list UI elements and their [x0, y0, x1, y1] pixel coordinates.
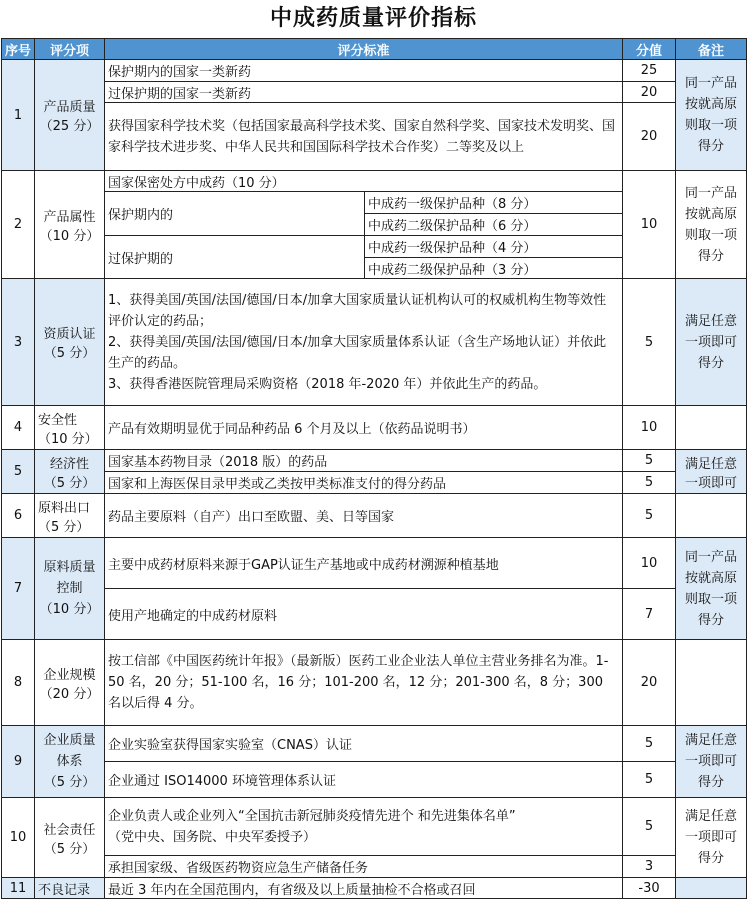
criteria-cell: 获得国家科学技术奖（包括国家最高科学技术奖、国家自然科学奖、国家技术发明奖、国家科学技术进步奖、中华人民共和国国际科学技术合作奖）二等奖及以上	[105, 103, 623, 171]
item-points: （10 分）	[39, 602, 100, 617]
item-points: （25 分）	[39, 119, 100, 134]
page-title: 中成药质量评价指标	[269, 6, 477, 31]
table-row	[2, 171, 747, 192]
table-row	[2, 494, 747, 538]
score-cell: 10	[623, 171, 676, 279]
score-cell: 3	[623, 856, 676, 878]
item-cell	[35, 60, 105, 171]
item-cell	[35, 406, 105, 450]
criteria-line: 1、获得美国/英国/法国/德国/日本/加拿大国家质量认证机构认可的权威机构生物等效性评价认定的药品；	[108, 292, 607, 329]
note-cell	[676, 450, 747, 494]
item-cell	[35, 450, 105, 494]
item-name: 产品属性	[43, 209, 96, 225]
row-number: 10	[2, 798, 35, 878]
score-cell: 20	[623, 103, 676, 171]
criteria-cell: 国家和上海医保目录甲类或乙类按甲类标准支付的得分药品	[105, 472, 623, 494]
criteria-line: 企业负责人或企业列入“全国抗击新冠肺炎疫情先进个 和先进集体名单”	[108, 808, 516, 824]
item-name: 原料出口	[38, 500, 91, 516]
table-row	[2, 726, 747, 762]
table-row	[2, 798, 747, 856]
header-row	[2, 39, 747, 60]
item-points: （10 分）	[39, 228, 100, 244]
note-line: 一项即可	[685, 754, 738, 769]
criteria-cell: 产品有效期明显优于同品种药品 6 个月及以上（依药品说明书）	[105, 406, 623, 450]
note-cell	[676, 538, 747, 640]
criteria-cell: 企业通过 ISO14000 环境管理体系认证	[105, 762, 623, 798]
note-line: 按就高原	[685, 206, 738, 222]
table-row	[2, 640, 747, 726]
score-cell: 5	[623, 450, 676, 472]
score-cell: 5	[623, 762, 676, 798]
header-score: 分值	[623, 39, 676, 60]
score-cell: 5	[623, 472, 676, 494]
note-cell	[676, 494, 747, 538]
note-line: 满足任意	[685, 809, 738, 824]
evaluation-table	[1, 38, 747, 899]
note-line: 满足任意	[685, 733, 738, 748]
score-cell: 20	[623, 640, 676, 726]
note-cell	[676, 640, 747, 726]
score-cell: -30	[623, 878, 676, 899]
criteria-cell: 药品主要原料（自产）出口至欧盟、美、日等国家	[105, 494, 623, 538]
item-name: 社会责任	[43, 822, 96, 838]
row-number: 5	[2, 450, 35, 494]
item-cell	[35, 640, 105, 726]
note-line: 则取一项	[685, 227, 738, 243]
score-cell: 10	[623, 538, 676, 589]
table-row	[2, 538, 747, 589]
criteria-line: 3、获得香港医院管理局采购资格（2018 年-2020 年）并依此生产的药品。	[108, 376, 547, 392]
item-name: 原料质量	[43, 560, 96, 575]
criteria-cell: 最近 3 年内在全国范围内，有省级及以上质量抽检不合格或召回	[105, 878, 623, 899]
row-number: 11	[2, 878, 35, 899]
note-line: 同一产品	[685, 549, 738, 565]
row-number: 2	[2, 171, 35, 279]
table-row	[2, 878, 747, 899]
item-cell	[35, 279, 105, 406]
note-line: 则取一项	[685, 118, 738, 133]
criteria-cell: 按工信部《中国医药统计年报》（最新版）医药工业企业法人单位主营业务排名为准。1-50 名，20 分；51-100 名，16 分；101-200 名，12 分；201-300 名，8 分；300 名以后得 4 分。	[105, 640, 623, 726]
note-line: 一项即可	[685, 475, 738, 491]
row-number: 1	[2, 60, 35, 171]
table-row	[2, 406, 747, 450]
item-cell	[35, 798, 105, 878]
criteria-line: 2、获得美国/英国/法国/德国/日本/加拿大国家质量体系认证（含生产场地认证）并依此生产的药品。	[108, 334, 607, 371]
score-cell: 5	[623, 726, 676, 762]
item-name-cont: 控制	[56, 581, 83, 596]
item-points: （5 分）	[43, 346, 96, 361]
note-line: 满足任意	[685, 313, 738, 329]
table-row	[2, 762, 747, 798]
score-cell: 20	[623, 82, 676, 103]
criteria-cell: 国家基本药物目录（2018 版）的药品	[105, 450, 623, 472]
item-cell	[35, 171, 105, 279]
note-cell	[676, 171, 747, 279]
criteria-cell: 国家保密处方中成药（10 分）	[105, 171, 623, 192]
criteria-cell	[105, 279, 623, 406]
item-name: 经济性	[49, 456, 89, 472]
item-cell	[35, 538, 105, 640]
item-cell	[35, 494, 105, 538]
item-cell: 不良记录	[35, 878, 105, 899]
note-line: 得分	[698, 612, 725, 628]
note-cell	[676, 406, 747, 450]
note-cell	[676, 798, 747, 878]
note-cell	[676, 878, 747, 899]
row-number: 4	[2, 406, 35, 450]
item-points: （5 分）	[43, 775, 96, 790]
criteria-cell: 使用产地确定的中成药材原料	[105, 589, 623, 640]
score-cell: 7	[623, 589, 676, 640]
header-no: 序号	[2, 39, 35, 60]
table-row	[2, 60, 747, 82]
table-row	[2, 472, 747, 494]
item-name: 资质认证	[43, 327, 96, 342]
row-number: 6	[2, 494, 35, 538]
criteria-cell	[105, 798, 623, 856]
row-number: 8	[2, 640, 35, 726]
item-name: 产品质量	[43, 100, 96, 115]
note-cell	[676, 60, 747, 171]
item-points: （10 分）	[38, 431, 98, 447]
note-line: 按就高原	[685, 570, 738, 586]
score-cell: 5	[623, 494, 676, 538]
note-line: 得分	[698, 355, 725, 371]
note-line: 按就高原	[685, 97, 738, 112]
criteria-subcell: 中成药二级保护品种（3 分）	[365, 258, 623, 279]
note-cell	[676, 279, 747, 406]
note-line: 得分	[698, 775, 725, 790]
criteria-subcell: 中成药二级保护品种（6 分）	[365, 214, 623, 236]
score-cell: 10	[623, 406, 676, 450]
criteria-cell: 主要中成药材原料来源于GAP认证生产基地或中成药材溯源种植基地	[105, 538, 623, 589]
note-line: 得分	[698, 248, 725, 264]
criteria-cell: 过保护期的国家一类新药	[105, 82, 623, 103]
note-line: 一项即可	[685, 334, 738, 350]
table-row	[2, 450, 747, 472]
note-line: 同一产品	[685, 185, 738, 201]
note-cell	[676, 726, 747, 798]
score-cell: 25	[623, 60, 676, 82]
criteria-cell: 保护期内的国家一类新药	[105, 60, 623, 82]
table-row	[2, 279, 747, 406]
item-points: （5 分）	[43, 475, 96, 491]
note-line: 同一产品	[685, 76, 738, 91]
score-cell: 5	[623, 279, 676, 406]
table-row	[2, 103, 747, 171]
note-line: 一项即可	[685, 830, 738, 845]
item-points: （20 分）	[39, 686, 100, 702]
table-row	[2, 856, 747, 878]
item-name: 企业规模	[43, 667, 96, 683]
item-name-cont: 体系	[56, 754, 83, 769]
note-line: 得分	[698, 139, 725, 154]
row-number: 9	[2, 726, 35, 798]
criteria-subcell: 中成药一级保护品种（4 分）	[365, 236, 623, 258]
note-line: 则取一项	[685, 591, 738, 607]
criteria-cell: 过保护期的	[105, 236, 365, 279]
table-row	[2, 589, 747, 640]
item-name: 安全性	[38, 412, 78, 428]
note-line: 得分	[698, 851, 725, 866]
criteria-cell: 承担国家级、省级医药物资应急生产储备任务	[105, 856, 623, 878]
criteria-cell: 企业实验室获得国家实验室（CNAS）认证	[105, 726, 623, 762]
item-name: 企业质量	[43, 733, 96, 748]
item-points: （5 分）	[43, 841, 96, 857]
score-cell: 5	[623, 798, 676, 856]
header-item: 评分项	[35, 39, 105, 60]
row-number: 7	[2, 538, 35, 640]
item-cell	[35, 726, 105, 798]
criteria-subcell: 中成药一级保护品种（8 分）	[365, 192, 623, 214]
header-criteria: 评分标准	[105, 39, 623, 60]
note-line: 满足任意	[685, 456, 738, 472]
criteria-cell: 保护期内的	[105, 192, 365, 236]
item-points: （5 分）	[38, 519, 90, 535]
header-note: 备注	[676, 39, 747, 60]
row-number: 3	[2, 279, 35, 406]
criteria-line: （党中央、国务院、中央军委授予）	[108, 829, 317, 845]
table-row	[2, 82, 747, 103]
